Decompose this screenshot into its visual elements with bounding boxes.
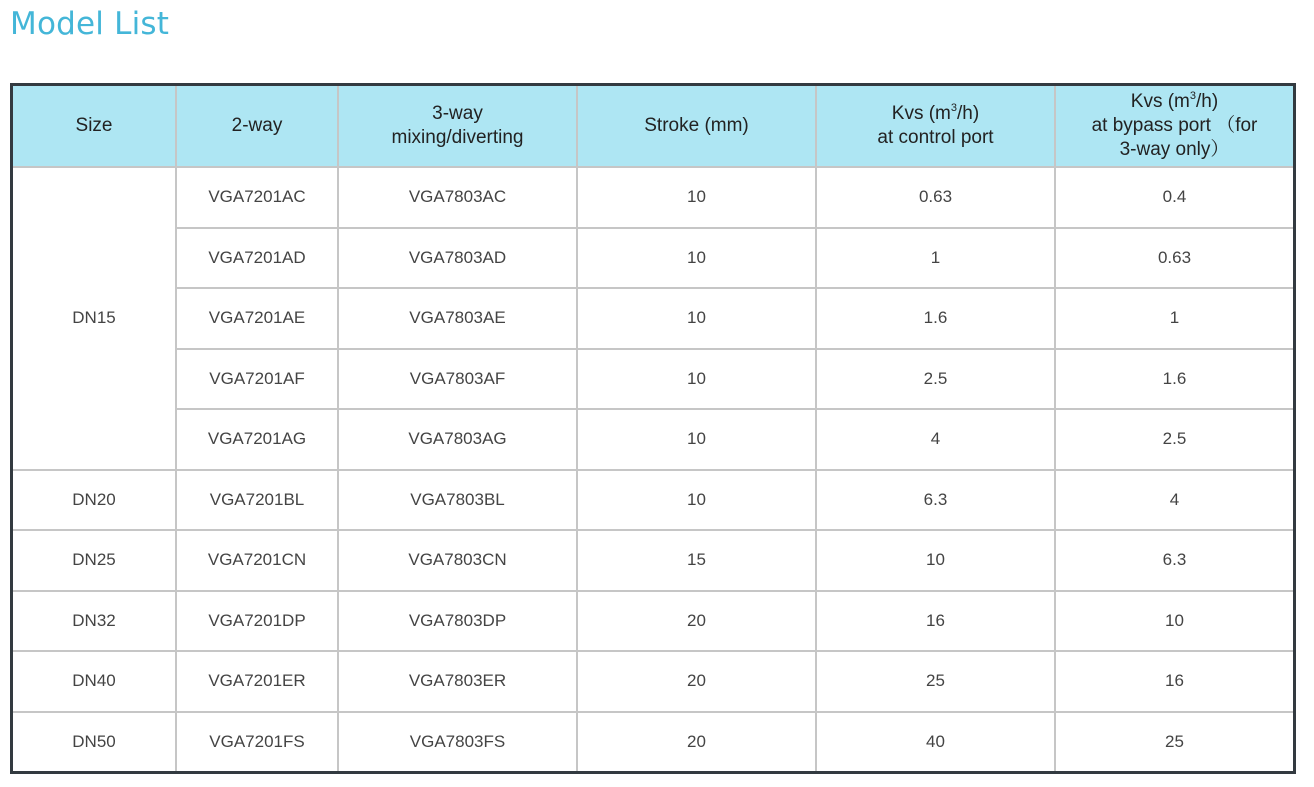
kvs-control-cell: 4 — [816, 409, 1055, 470]
three-way-cell: VGA7803AD — [338, 228, 577, 289]
kvs-bypass-cell: 4 — [1055, 470, 1293, 531]
three-way-cell: VGA7803AF — [338, 349, 577, 410]
stroke-cell: 10 — [577, 288, 816, 349]
kvs-control-cell: 1 — [816, 228, 1055, 289]
stroke-cell: 20 — [577, 712, 816, 772]
stroke-cell: 15 — [577, 530, 816, 591]
kvs-control-suffix: /h) — [957, 103, 980, 124]
table-row — [13, 228, 1293, 289]
two-way-cell: VGA7201ER — [176, 651, 338, 712]
kvs-bypass-prefix: Kvs (m — [1130, 91, 1190, 112]
size-cell: DN40 — [13, 651, 176, 712]
size-cell: DN50 — [13, 712, 176, 772]
kvs-bypass-cell: 10 — [1055, 591, 1293, 652]
table-row — [13, 712, 1293, 772]
kvs-bypass-cell: 0.63 — [1055, 228, 1293, 289]
kvs-control-cell: 6.3 — [816, 470, 1055, 531]
header-kvs-bypass-line2: at bypass port （for — [1091, 115, 1258, 136]
table-row — [13, 167, 1293, 228]
stroke-cell: 20 — [577, 651, 816, 712]
table-row — [13, 470, 1293, 531]
kvs-control-cell: 16 — [816, 591, 1055, 652]
table-body — [13, 167, 1293, 771]
stroke-cell: 10 — [577, 228, 816, 289]
size-cell: DN20 — [13, 470, 176, 531]
kvs-bypass-cell: 25 — [1055, 712, 1293, 772]
kvs-bypass-cell: 0.4 — [1055, 167, 1293, 228]
table-row — [13, 349, 1293, 410]
header-three-way — [338, 86, 577, 167]
header-kvs-control-line2: at control port — [877, 127, 994, 148]
three-way-cell: VGA7803AE — [338, 288, 577, 349]
model-list-table — [13, 86, 1293, 771]
table-row — [13, 651, 1293, 712]
stroke-cell: 10 — [577, 409, 816, 470]
header-two-way: 2-way — [176, 86, 338, 167]
stroke-cell: 20 — [577, 591, 816, 652]
kvs-control-cell: 10 — [816, 530, 1055, 591]
stroke-cell: 10 — [577, 167, 816, 228]
table-row — [13, 409, 1293, 470]
header-three-way-line1: 3-way — [432, 103, 483, 124]
kvs-bypass-cell: 1 — [1055, 288, 1293, 349]
three-way-cell: VGA7803BL — [338, 470, 577, 531]
three-way-cell: VGA7803AC — [338, 167, 577, 228]
size-cell: DN25 — [13, 530, 176, 591]
page-title: Model List — [10, 6, 170, 42]
header-stroke: Stroke (mm) — [577, 86, 816, 167]
two-way-cell: VGA7201AF — [176, 349, 338, 410]
three-way-cell: VGA7803CN — [338, 530, 577, 591]
three-way-cell: VGA7803AG — [338, 409, 577, 470]
kvs-control-superscript: 3 — [950, 101, 958, 114]
two-way-cell: VGA7201FS — [176, 712, 338, 772]
kvs-control-prefix: Kvs (m — [891, 103, 951, 124]
two-way-cell: VGA7201AD — [176, 228, 338, 289]
three-way-cell: VGA7803ER — [338, 651, 577, 712]
kvs-bypass-cell: 6.3 — [1055, 530, 1293, 591]
two-way-cell: VGA7201CN — [176, 530, 338, 591]
two-way-cell: VGA7201BL — [176, 470, 338, 531]
two-way-cell: VGA7201AE — [176, 288, 338, 349]
table-row — [13, 288, 1293, 349]
size-cell: DN15 — [13, 167, 176, 470]
kvs-bypass-superscript: 3 — [1189, 89, 1197, 102]
kvs-control-cell: 0.63 — [816, 167, 1055, 228]
model-list-table-container — [10, 83, 1296, 774]
table-header-row — [13, 86, 1293, 167]
size-cell: DN32 — [13, 591, 176, 652]
kvs-bypass-cell: 16 — [1055, 651, 1293, 712]
kvs-control-cell: 2.5 — [816, 349, 1055, 410]
kvs-bypass-cell: 1.6 — [1055, 349, 1293, 410]
kvs-control-cell: 25 — [816, 651, 1055, 712]
header-three-way-line2: mixing/diverting — [391, 127, 524, 148]
stroke-cell: 10 — [577, 349, 816, 410]
stroke-cell: 10 — [577, 470, 816, 531]
header-size: Size — [13, 86, 176, 167]
two-way-cell: VGA7201AG — [176, 409, 338, 470]
three-way-cell: VGA7803DP — [338, 591, 577, 652]
table-row — [13, 530, 1293, 591]
kvs-bypass-suffix: /h) — [1196, 91, 1219, 112]
header-kvs-control — [816, 86, 1055, 167]
two-way-cell: VGA7201AC — [176, 167, 338, 228]
header-kvs-bypass — [1055, 86, 1293, 167]
three-way-cell: VGA7803FS — [338, 712, 577, 772]
header-kvs-bypass-line3: 3-way only） — [1119, 139, 1230, 160]
kvs-bypass-cell: 2.5 — [1055, 409, 1293, 470]
two-way-cell: VGA7201DP — [176, 591, 338, 652]
header-kvs-bypass-line1 — [1062, 90, 1287, 114]
table-row — [13, 591, 1293, 652]
kvs-control-cell: 40 — [816, 712, 1055, 772]
kvs-control-cell: 1.6 — [816, 288, 1055, 349]
header-kvs-control-line1 — [823, 102, 1048, 126]
